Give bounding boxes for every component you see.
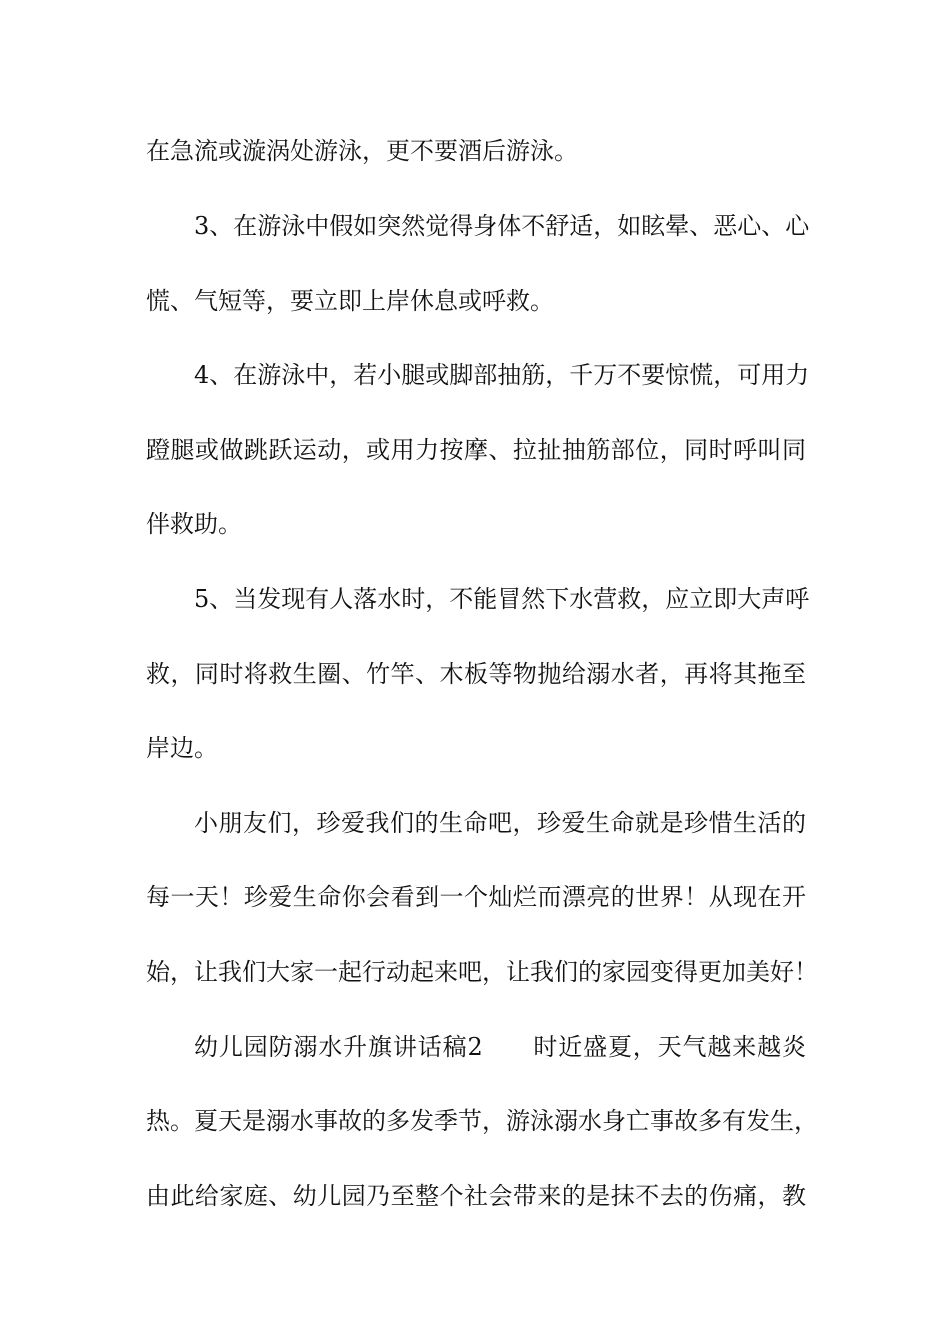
- text-line: 4、在游泳中，若小腿或脚部抽筋，千万不要惊慌，可用力: [194, 361, 810, 389]
- text-line: 始，让我们大家一起行动起来吧，让我们的家园变得更加美好！: [146, 958, 818, 986]
- text-line: 救，同时将救生圈、竹竿、木板等物抛给溺水者，再将其拖至: [146, 660, 806, 688]
- text-line: 5、当发现有人落水时，不能冒然下水营救，应立即大声呼: [194, 585, 810, 613]
- text-line: 慌、气短等，要立即上岸休息或呼救。: [146, 287, 554, 315]
- text-line: 蹬腿或做跳跃运动，或用力按摩、拉扯抽筋部位，同时呼叫同: [146, 436, 806, 464]
- text-line: 热。夏天是溺水事故的多发季节，游泳溺水身亡事故多有发生，: [146, 1107, 818, 1135]
- text-line: 小朋友们，珍爱我们的生命吧，珍爱生命就是珍惜生活的: [194, 809, 806, 837]
- text-line: 岸边。: [146, 734, 218, 762]
- text-line: 伴救助。: [146, 510, 242, 538]
- text-line: 3、在游泳中假如突然觉得身体不舒适，如眩晕、恶心、心: [194, 212, 810, 240]
- text-line: 每一天！珍爱生命你会看到一个灿烂而漂亮的世界！从现在开: [146, 883, 806, 911]
- text-line: 在急流或漩涡处游泳，更不要酒后游泳。: [146, 137, 578, 165]
- text-line: 由此给家庭、幼儿园乃至整个社会带来的是抹不去的伤痛，教: [146, 1182, 806, 1210]
- text-line: 幼儿园防溺水升旗讲话稿2 时近盛夏，天气越来越炎: [194, 1033, 806, 1061]
